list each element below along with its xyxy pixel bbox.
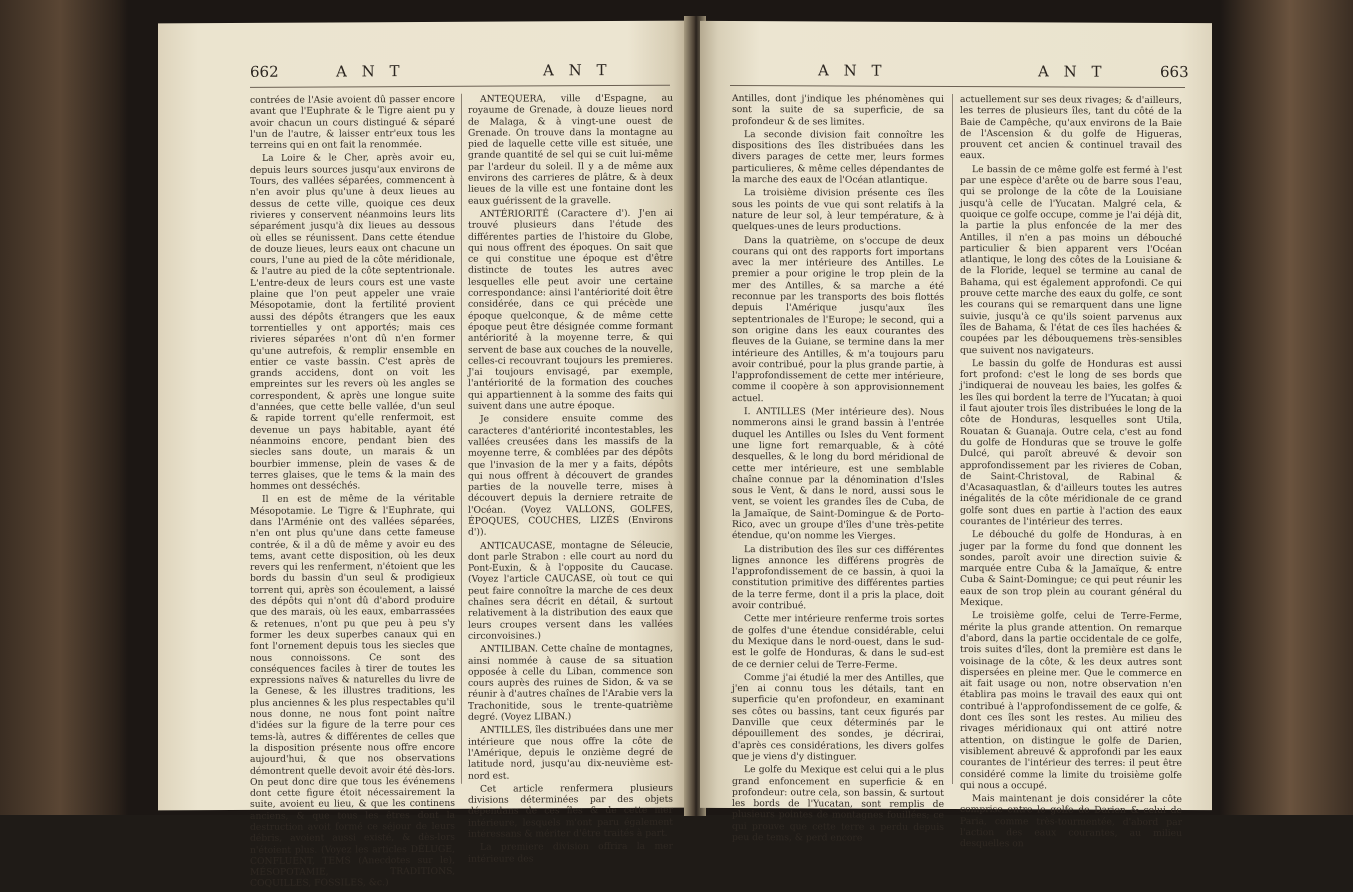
- right-page: [700, 21, 1212, 850]
- paragraph: Le bassin de ce même golfe est fermé à l'est par une espèce d'arête ou de barre sous l'eau, qui se prolonge de la côte de la Louisiane jusqu'à celle de l'Yucatan. Malgré cela, & quoique ce golfe occupe, comme je l'ai déjà dit, la partie la plus enfoncée de la mer des Antilles, il n'en a pas moins un débouché particulier & bien apparent vers l'Océan atlantique, le long des côtes de la Louisiane & de la Floride, lequel se termine au canal de Bahama, qui est également approfondi. Ce qui prouve cette marche des eaux du golfe, ce sont les courans qui se remarquent dans une ligne suivie, jusqu'à ce qu'ils soient parvenus aux îles de Bahama, & l'état de ces îles hachées & coupées par les débouquemens très-sensibles que suivent nos navigateurs.: [960, 163, 1182, 357]
- paragraph: contrées de l'Asie avoient dû passer encore avant que l'Euphrate & le Tigre aient pu y avoir chacun un cours distingué & séparé l'un de l'autre, & laisser entr'eux tous les terreins qui en ont fait la renommée.: [250, 93, 455, 152]
- left-column-1: [250, 94, 455, 892]
- paragraph: Le débouché du golfe de Honduras, à en juger par la forme du fond que donnent les sondes, paroît avoir une direction suivie & marquée entre Cuba & la Jamaïque, & entre Cuba & Saint-Domingue; ce qui peut réunir les eaux de son trop plein au courant général du Mexique.: [960, 529, 1182, 609]
- paragraph: La distribution des îles sur ces différentes lignes annonce les différens progrès de l'approfondissement de ce bassin, à quoi la constitution primitive des différentes parties de la terre ferme, dont il a pris la place, doit avoir contribué.: [732, 543, 944, 612]
- section-antilles-mer: I. ANTILLES (Mer intérieure des). Nous nommerons ainsi le grand bassin à l'entrée duquel les Antilles ou Isles du Vent forment une ligne fort remarquable, & à côté desquelles, & le long du bord méridional de cette mer intérieure, est une semblable chaîne connue par la dénomination d'Isles sous le Vent, & dans le nord, aussi sous le vent, se voient les grandes îles de Cuba, de la Jamaïque, de Saint-Domingue & de Porto-Rico, avec un groupe d'îles d'une très-petite étendue, qu'on nomme les Vierges.: [732, 406, 944, 543]
- paragraph: Cet article renfermera plusieurs divisions déterminées par des objets dépendans de ces îles & de cette mer intérieure, lesquels m'ont paru également intéressans & mériter d'être traités à part.: [468, 782, 673, 840]
- paragraph: Comme j'ai étudié la mer des Antilles, que j'en ai connu tous les détails, tant en superficie qu'en profondeur, en examinant ses côtes ou bassins, tant ceux figurés par Danville que ceux déterminés par le dépouillement des sondes, je décrirai, d'après ces considérations, les divers golfes que je viens d'y distinguer.: [732, 671, 944, 763]
- entry-antilles: ANTILLES, îles distribuées dans une mer intérieure que nous offre la côte de l'Amérique, depuis le onzième degré de latitude nord, jusqu'au dix-neuvième est-nord est.: [468, 724, 673, 782]
- paragraph: La troisième division présente ces îles sous les points de vue qui sont relatifs à la nature de leur sol, à leur température, & à quelques-unes de leurs productions.: [732, 187, 944, 234]
- paragraph: La seconde division fait connoître les dispositions des îles distribuées dans les divers parages de cette mer, leurs formes particulieres, & même celles dépendantes de la marche des eaux de l'Océan atlantique.: [732, 128, 944, 186]
- left-page-number: 662: [250, 62, 279, 81]
- left-page: [158, 21, 688, 890]
- left-header-word-2: A N T: [543, 61, 612, 80]
- left-column-divider: [461, 94, 462, 784]
- paragraph: Le golfe du Mexique est celui qui a le plus grand enfoncement en superficie & en profondeur: outre cela, son bassin, & surtout les bords de l'Yucatan, sont remplis de plusieurs pointes de montagnes fouillées; ce qui prouve que cette terre a perdu depuis peu de tems, & perd encore: [732, 764, 944, 844]
- paragraph: Le troisième golfe, celui de Terre-Ferme, mérite la plus grande attention. On remarque d'abord, dans la partie occidentale de ce golfe, trois suites d'îles, dont la première est dans le voisinage de la côte, & les deux autres sont dispersées en pleine mer. Que le commerce en ait fait usage ou non, notre observation n'en établira pas moins le travail des eaux qui ont contribué à l'approfondissement de ce golfe, & dont ces îles sont les restes. Au milieu des rivages méridionaux qui ont attiré notre attention, on distingue le golfe de Darien, visiblement abreuvé & approfondi par les eaux courantes de l'intérieur des terres: il peut être considéré comme la limite du troisième golfe qui nous a occupé.: [960, 610, 1182, 792]
- entry-antequera: ANTEQUERA, ville d'Espagne, au royaume de Grenade, à douze lieues nord de Malaga, & à vingt-une ouest de Grenade. On trouve dans la montagne au pied de laquelle cette ville est située, une grande quantité de sel qui se cuit lui-même par l'ardeur du soleil. Il y a de même aux environs des carrieres de plâtre, & à deux lieues de la ville est une fontaine dont les eaux guérissent de la gravelle.: [468, 92, 673, 207]
- left-header-word-1: A N T: [336, 62, 405, 81]
- right-page-number: 663: [1160, 62, 1189, 82]
- left-running-head: [158, 61, 688, 88]
- right-column-divider: [952, 94, 953, 784]
- entry-anticaucase: ANTICAUCASE, montagne de Séleucie, dont parle Strabon : elle court au nord du Pont-Euxin, & à l'opposite du Caucase. (Voyez l'article CAUCASE, où tout ce qui peut faire connoître la marche de ces deux chaînes sera décrit en détail, & surtout relativement à la distribution des eaux que leurs croupes versent dans les vallées circonvoisines.): [468, 539, 673, 642]
- paragraph: Mais maintenant je dois considérer la côte comprise entre le golfe de Darien & celui de Paria, comme très-tourmentée, d'abord par l'action des eaux courantes, au milieu desquelles on: [960, 793, 1182, 850]
- paragraph: actuellement sur ses deux rivages; & d'ailleurs, les terres de plusieurs îles, tant du côté de la Baie de Campêche, qu'aux environs de la Baie de l'Ascension & du golfe de Higueras, prouvent cet ancien & continuel travail des eaux.: [960, 94, 1182, 162]
- paragraph: La premiere division offrira la mer intérieure des: [468, 840, 673, 865]
- entry-anteriorite: ANTÉRIORITÉ (Caractere d'). J'en ai trouvé plusieurs dans l'étude des différentes parties de l'histoire du Globe, qui nous offrent des époques. On sait que ce qui constitue une époque est d'être distincte de toutes les autres avec lesquelles elle peut avoir une certaine correspondance: ainsi l'antériorité doit être considérée, dans ce qui précède une époque quelconque, & de même cette époque peut être désignée comme formant antériorité à la moyenne terre, & qui servent de base aux couches de la nouvelle, celles-ci recouvrant toujours les premieres. J'ai toujours envisagé, par exemple, l'antériorité de la formation des couches qui appartiennent à la somme des faits qui suivent dans une autre époque.: [468, 207, 673, 412]
- left-column-2: [468, 93, 673, 867]
- right-header-word-1: A N T: [818, 61, 887, 80]
- paragraph: Je considere ensuite comme des caracteres d'antériorité incontestables, les vallées creusées dans les massifs de la moyenne terre, & comblées par des dépôts que l'invasion de la mer y a faits, dépôts qui nous offrent à découvert de grandes parties de la nouvelle terre, mises à découvert depuis la derniere retraite de l'Océan. (Voyez VALLONS, GOLFES, ÉPOQUES, COUCHES, LIZÉS (Environs d')).: [468, 413, 673, 539]
- paragraph: Il en est de même de la véritable Mésopotamie. Le Tigre & l'Euphrate, qui dans l'Arménie ont des vallées séparées, n'en ont plus qu'une dans cette fameuse contrée, & il a dû de même y avoir eu des tems, avant cette disposition, où les deux revers qui les renferment, n'étoient que les bords du bassin d'un seul & prodigieux torrent qui, après son écoulement, a laissé des dépôts qui n'ont dû d'abord produire que des marais, où les eaux, embarrassées & retenues, n'ont pu que peu à peu s'y former les deux superbes canaux qui en font l'ornement depuis tous les siecles que nous connoissons. Ce sont des conséquences faciles à tirer de toutes les expressions naïves & naturelles du livre de la Genese, & les illustres traditions, les plus anciennes & les plus respectables qu'il nous donne, ne nous font point naître d'idées sur la figure de la terre pour ces tems-là, autres & différentes de celles que la disposition présente nous offre encore aujourd'hui, & que nos observations démontrent quelle devoit avoir été dès-lors. On peut donc dire que tous les événemens dont cette figure étoit nécessairement la suite, avoient eu lieu, & que les continens anciens, & que tous les êtres dont la destruction avoit formé ce séjour de leurs débris, avoient aussi existé, & dès-lors n'étoient plus. (Voyez les articles DÉLUGE, CONFLUENT, TEMS (Anecdotes sur le), MÉSOPOTAMIE, TRADITIONS, COQUILLES, FOSSILES, &c.): [250, 493, 455, 890]
- paragraph: Cette mer intérieure renferme trois sortes de golfes d'une étendue considérable, celui du Mexique dans le nord-ouest, dans le sud-est le golfe de Honduras, & dans le sud-est de ce dernier celui de Terre-Ferme.: [732, 613, 944, 671]
- right-header-word-2: A N T: [1038, 62, 1107, 81]
- paragraph: Dans la quatrième, on s'occupe de deux courans qui ont des rapports fort importans avec la mer intérieure des Antilles. Le premier a pour origine le trop plein de la mer des Antilles, & sa marche a été reconnue par les transports des bois flottés depuis l'Amérique jusqu'aux îles septentrionales de l'Europe; le second, qui a son origine dans les eaux courantes des fleuves de la Guiane, se termine dans la mer intérieure des Antilles, & m'a toujours paru avoir contribué, pour la plus grande partie, à l'approfondissement de cette mer intérieure, comme il coopère à son approvisionnement actuel.: [732, 234, 944, 404]
- right-running-head: [700, 61, 1212, 87]
- right-column-2: [960, 94, 1182, 853]
- paragraph: La Loire & le Cher, après avoir eu, depuis leurs sources jusqu'aux environs de Tours, des vallées séparées, commencent à n'en avoir plus qu'une à deux lieues au dessus de cette ville, quoique ces deux rivieres y conservent néanmoins leurs lits séparément jusqu'à dix lieues au dessous où elles se réunissent. Dans cette étendue de douze lieues, leurs eaux ont chacune un cours, l'une au pied de la côte méridionale, & l'autre au pied de la côte septentrionale. L'entre-deux de leurs cours est une vaste plaine que l'on peut appeler une vraie Mésopotamie, dont la fertilité provient aussi des dépôts étrangers que les eaux torrentielles y ont apportés; mais ces rivieres séparées n'ont dû n'en former qu'une autrefois, & remplir ensemble en entier ce vaste bassin. C'est après de grands accidens, dont on voit les empreintes sur les revers où les angles se correspondent, & après une longue suite d'années, que cette belle vallée, d'un seul & rapide torrent qu'elle renfermoit, est devenue un pays habitable, ayant été néanmoins encore, pendant bien des siecles sans doute, un marais & un bourbier immense, plein de vases & de terres glaises, que le tems & la main des hommes ont desséchés.: [250, 152, 455, 492]
- paragraph: Antilles, dont j'indique les phénomènes qui sont la suite de sa superficie, de sa profondeur & de ses limites.: [732, 93, 944, 128]
- paragraph: Le bassin du golfe de Honduras est aussi fort profond: c'est le long de ses bords que j'indiquerai de nouveau les baies, les golfes & les îles qui bordent la terre de l'Yucatan; à quoi il faut ajouter trois îles distribuées le long de la côte de Honduras, lesquelles sont Utila, Rouatan & Guanaja. Outre cela, c'est au fond du golfe de Honduras que se trouve le golfe Dulcé, qui paroît abreuvé & devoir son approfondissement par les rivieres de Coban, de Saint-Christoval, de Rabinal & d'Acasaquastlan, & d'ailleurs toutes les autres inégalités de la côte méridionale de ce grand golfe sont dues en partie à l'action des eaux courantes de l'intérieur des terres.: [960, 357, 1182, 528]
- right-column-1: [732, 93, 944, 846]
- entry-antiliban: ANTILIBAN. Cette chaîne de montagnes, ainsi nommée à cause de sa situation opposée à celle du Liban, commence son cours auprès des ruines de Sidon, & va se réunir à d'autres chaînes de l'Arabie vers la Trachonitide, sous le trente-quatrième degré. (Voyez LIBAN.): [468, 642, 673, 723]
